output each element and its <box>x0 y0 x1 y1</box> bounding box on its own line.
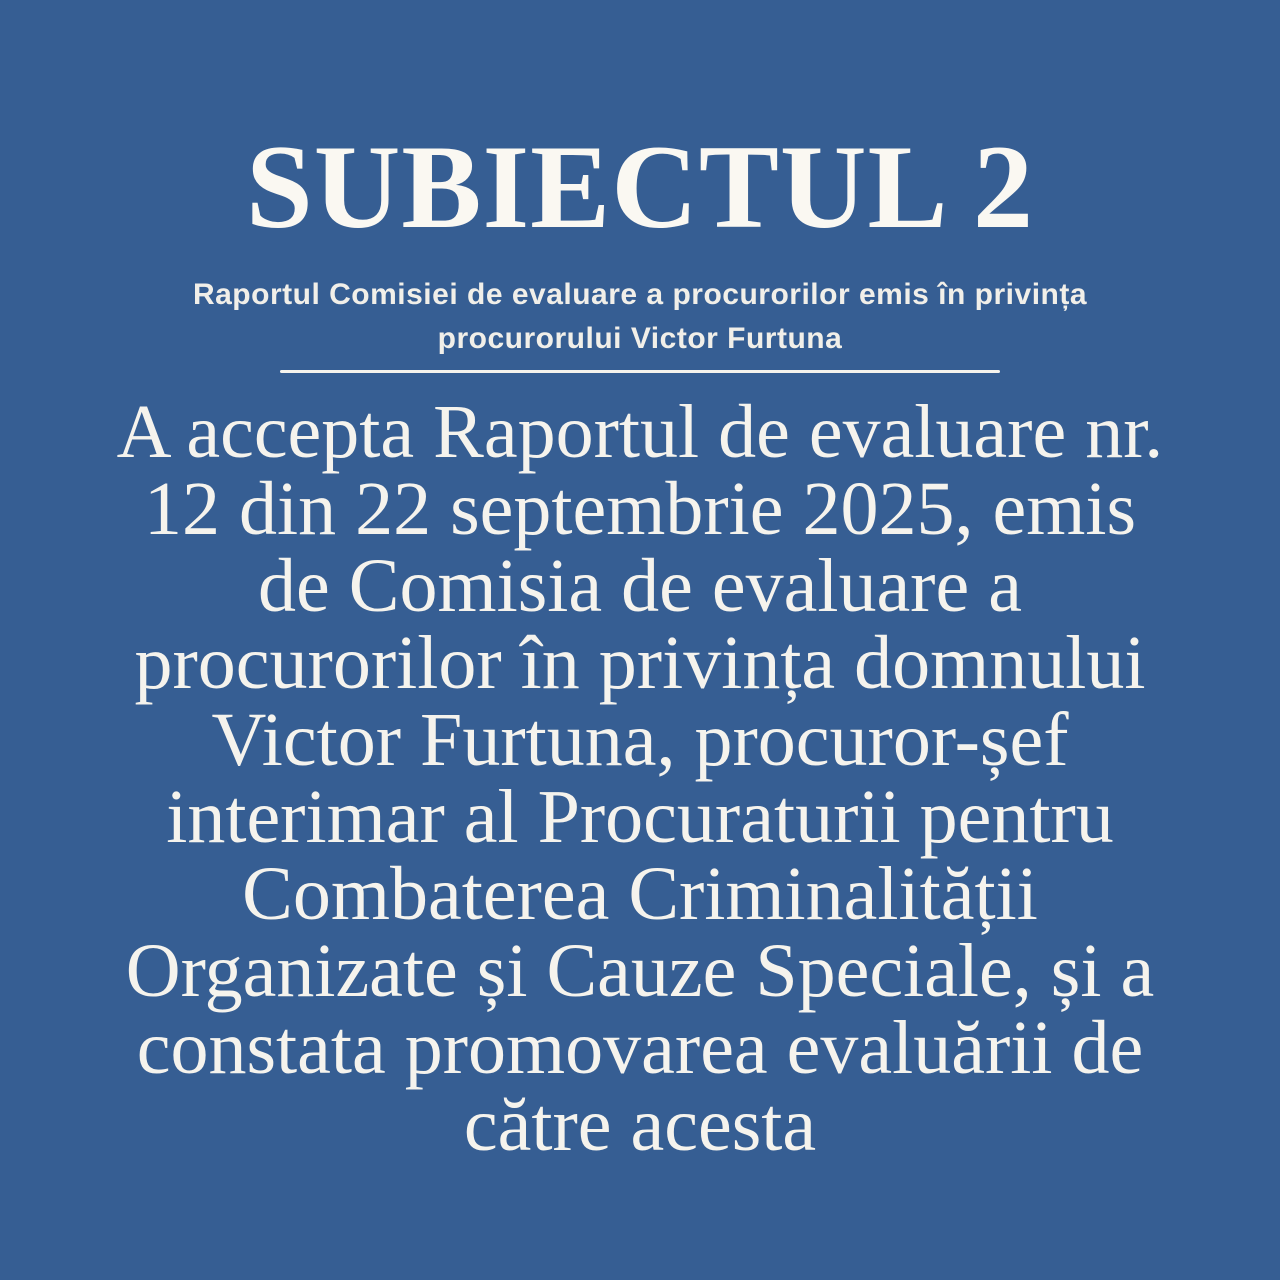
body-line-8: Organizate și Cauze Speciale, și a <box>125 929 1155 1013</box>
subtitle <box>0 273 1280 361</box>
body-line-9: constata promovarea evaluării de <box>136 1006 1144 1090</box>
body-line-3: de Comisia de evaluare a <box>258 544 1022 628</box>
subtitle-line-1: Raportul Comisiei de evaluare a procurorilor emis în privința <box>192 278 1088 311</box>
header <box>0 0 1280 373</box>
page-title: SUBIECTUL 2 <box>246 120 1034 253</box>
body-line-5: Victor Furtuna, procuror-șef <box>211 698 1069 782</box>
divider <box>280 370 1000 373</box>
body-text <box>0 390 1280 1167</box>
body-line-4: procurorilor în privința domnului <box>134 621 1146 705</box>
body-line-2: 12 din 22 septembrie 2025, emis <box>143 467 1137 551</box>
body-line-6: interimar al Procuraturii pentru <box>166 775 1114 859</box>
body-line-7: Combaterea Criminalității <box>242 852 1038 936</box>
body-line-10: către acesta <box>463 1083 817 1167</box>
subtitle-line-2: procurorului Victor Furtuna <box>437 322 843 355</box>
body-line-1: A accepta Raportul de evaluare nr. <box>116 390 1164 474</box>
